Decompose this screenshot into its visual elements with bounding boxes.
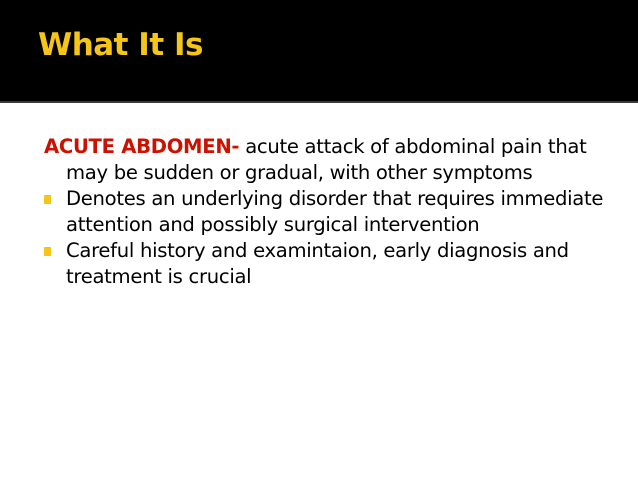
definition-text: acute attack of abdominal pain that may be sudden or gradual, with other symptoms	[66, 135, 587, 184]
slide-title: What It Is	[38, 27, 203, 63]
bullet-item	[44, 186, 629, 238]
definition-paragraph	[44, 134, 629, 186]
square-bullet-icon	[44, 195, 51, 204]
square-bullet-icon	[44, 247, 51, 256]
title-divider	[0, 101, 638, 103]
bullet-item	[44, 238, 629, 290]
bullet-text: Careful history and examintaion, early diagnosis and treatment is crucial	[66, 239, 569, 288]
bullet-text: Denotes an underlying disorder that requires immediate attention and possibly surgical intervention	[66, 187, 604, 236]
definition-term: ACUTE ABDOMEN-	[44, 135, 240, 158]
slide-content	[44, 134, 629, 290]
